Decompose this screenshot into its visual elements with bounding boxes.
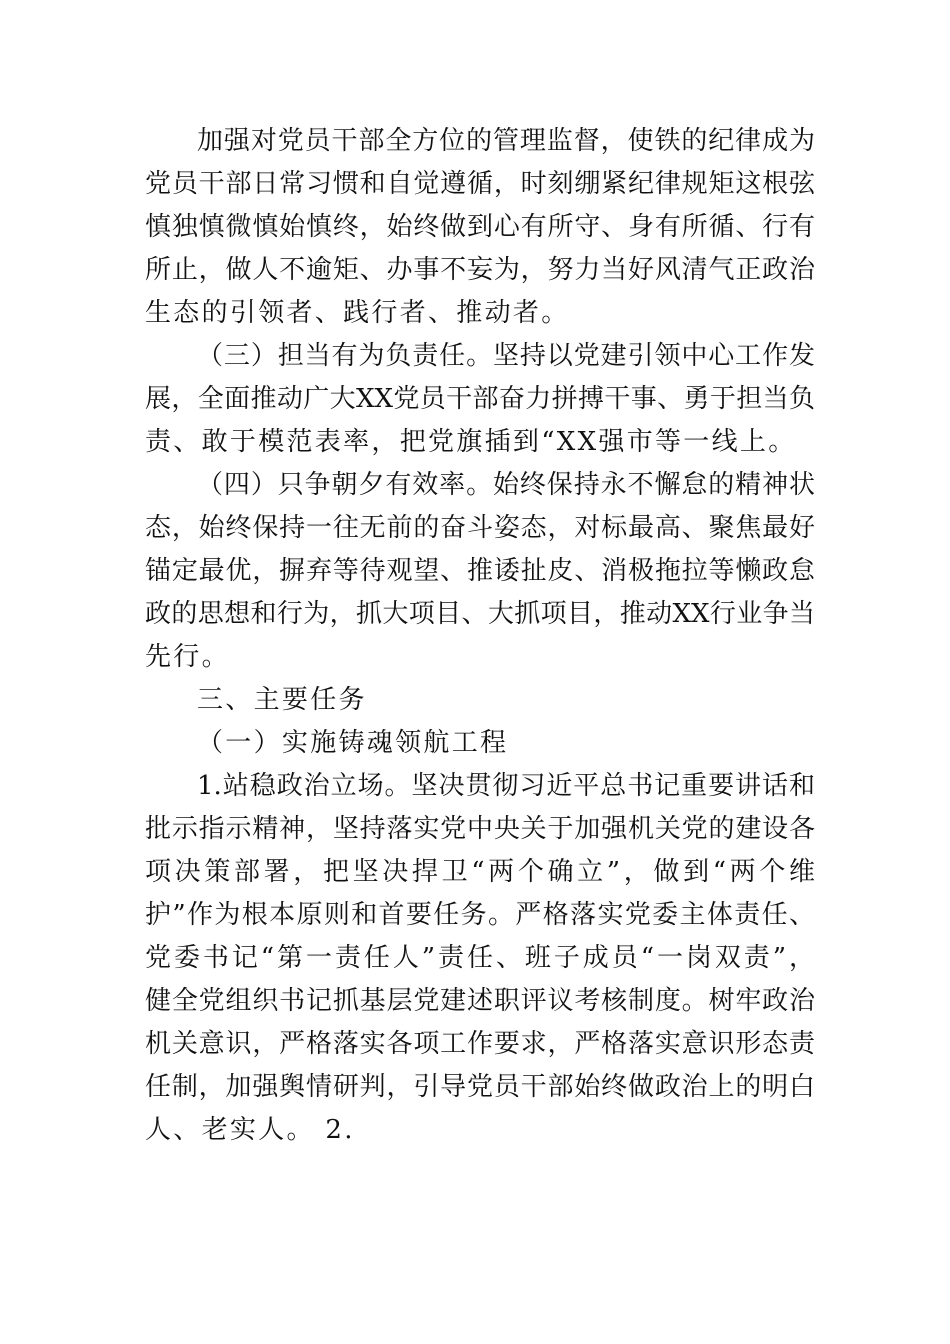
text-line: 任制，加强舆情研判，引导党员干部始终做政治上的明白 bbox=[145, 1072, 815, 1102]
text-line: 慎独慎微慎始慎终，始终做到心有所守、身有所循、行有 bbox=[145, 212, 815, 242]
text-line: 项决策部署，把坚决捍卫“两个确立”，做到“两个维 bbox=[145, 857, 815, 887]
text-line: 展，全面推动广大XX党员干部奋力拼搏干事、勇于担当负 bbox=[145, 384, 815, 414]
text-line: 党员干部日常习惯和自觉遵循，时刻绷紧纪律规矩这根弦 bbox=[145, 169, 815, 199]
text-line: 机关意识，严格落实各项工作要求，严格落实意识形态责 bbox=[145, 1029, 815, 1059]
text-line: 护”作为根本原则和首要任务。严格落实党委主体责任、 bbox=[145, 900, 815, 930]
text-line: 生态的引领者、践行者、推动者。 bbox=[145, 298, 570, 328]
text-line: （四）只争朝夕有效率。始终保持永不懈怠的精神状 bbox=[197, 470, 815, 500]
text-line: 加强对党员干部全方位的管理监督，使铁的纪律成为 bbox=[197, 126, 815, 156]
text-line: 锚定最优，摒弃等待观望、推诿扯皮、消极拖拉等懒政怠 bbox=[145, 556, 815, 586]
text-line: 人、老实人。 2. bbox=[145, 1115, 355, 1145]
subsection-heading: （一）实施铸魂领航工程 bbox=[197, 728, 509, 758]
text-line: 健全党组织书记抓基层党建述职评议考核制度。树牢政治 bbox=[145, 986, 815, 1016]
text-line: 批示指示精神，坚持落实党中央关于加强机关党的建设各 bbox=[145, 814, 815, 844]
text-line: 先行。 bbox=[145, 642, 230, 672]
text-line: 责、敢于模范表率，把党旗插到“XX强市等一线上。 bbox=[145, 427, 797, 457]
text-line: 所止，做人不逾矩、办事不妄为，努力当好风清气正政治 bbox=[145, 255, 815, 285]
text-line: 党委书记“第一责任人”责任、班子成员“一岗双责”， bbox=[145, 943, 815, 973]
text-line: 1.站稳政治立场。坚决贯彻习近平总书记重要讲话和 bbox=[197, 771, 815, 801]
section-heading: 三、主要任务 bbox=[197, 685, 367, 715]
text-line: 政的思想和行为，抓大项目、大抓项目，推动XX行业争当 bbox=[145, 599, 815, 629]
text-line: （三）担当有为负责任。坚持以党建引领中心工作发 bbox=[197, 341, 815, 371]
text-line: 态，始终保持一往无前的奋斗姿态，对标最高、聚焦最好 bbox=[145, 513, 815, 543]
